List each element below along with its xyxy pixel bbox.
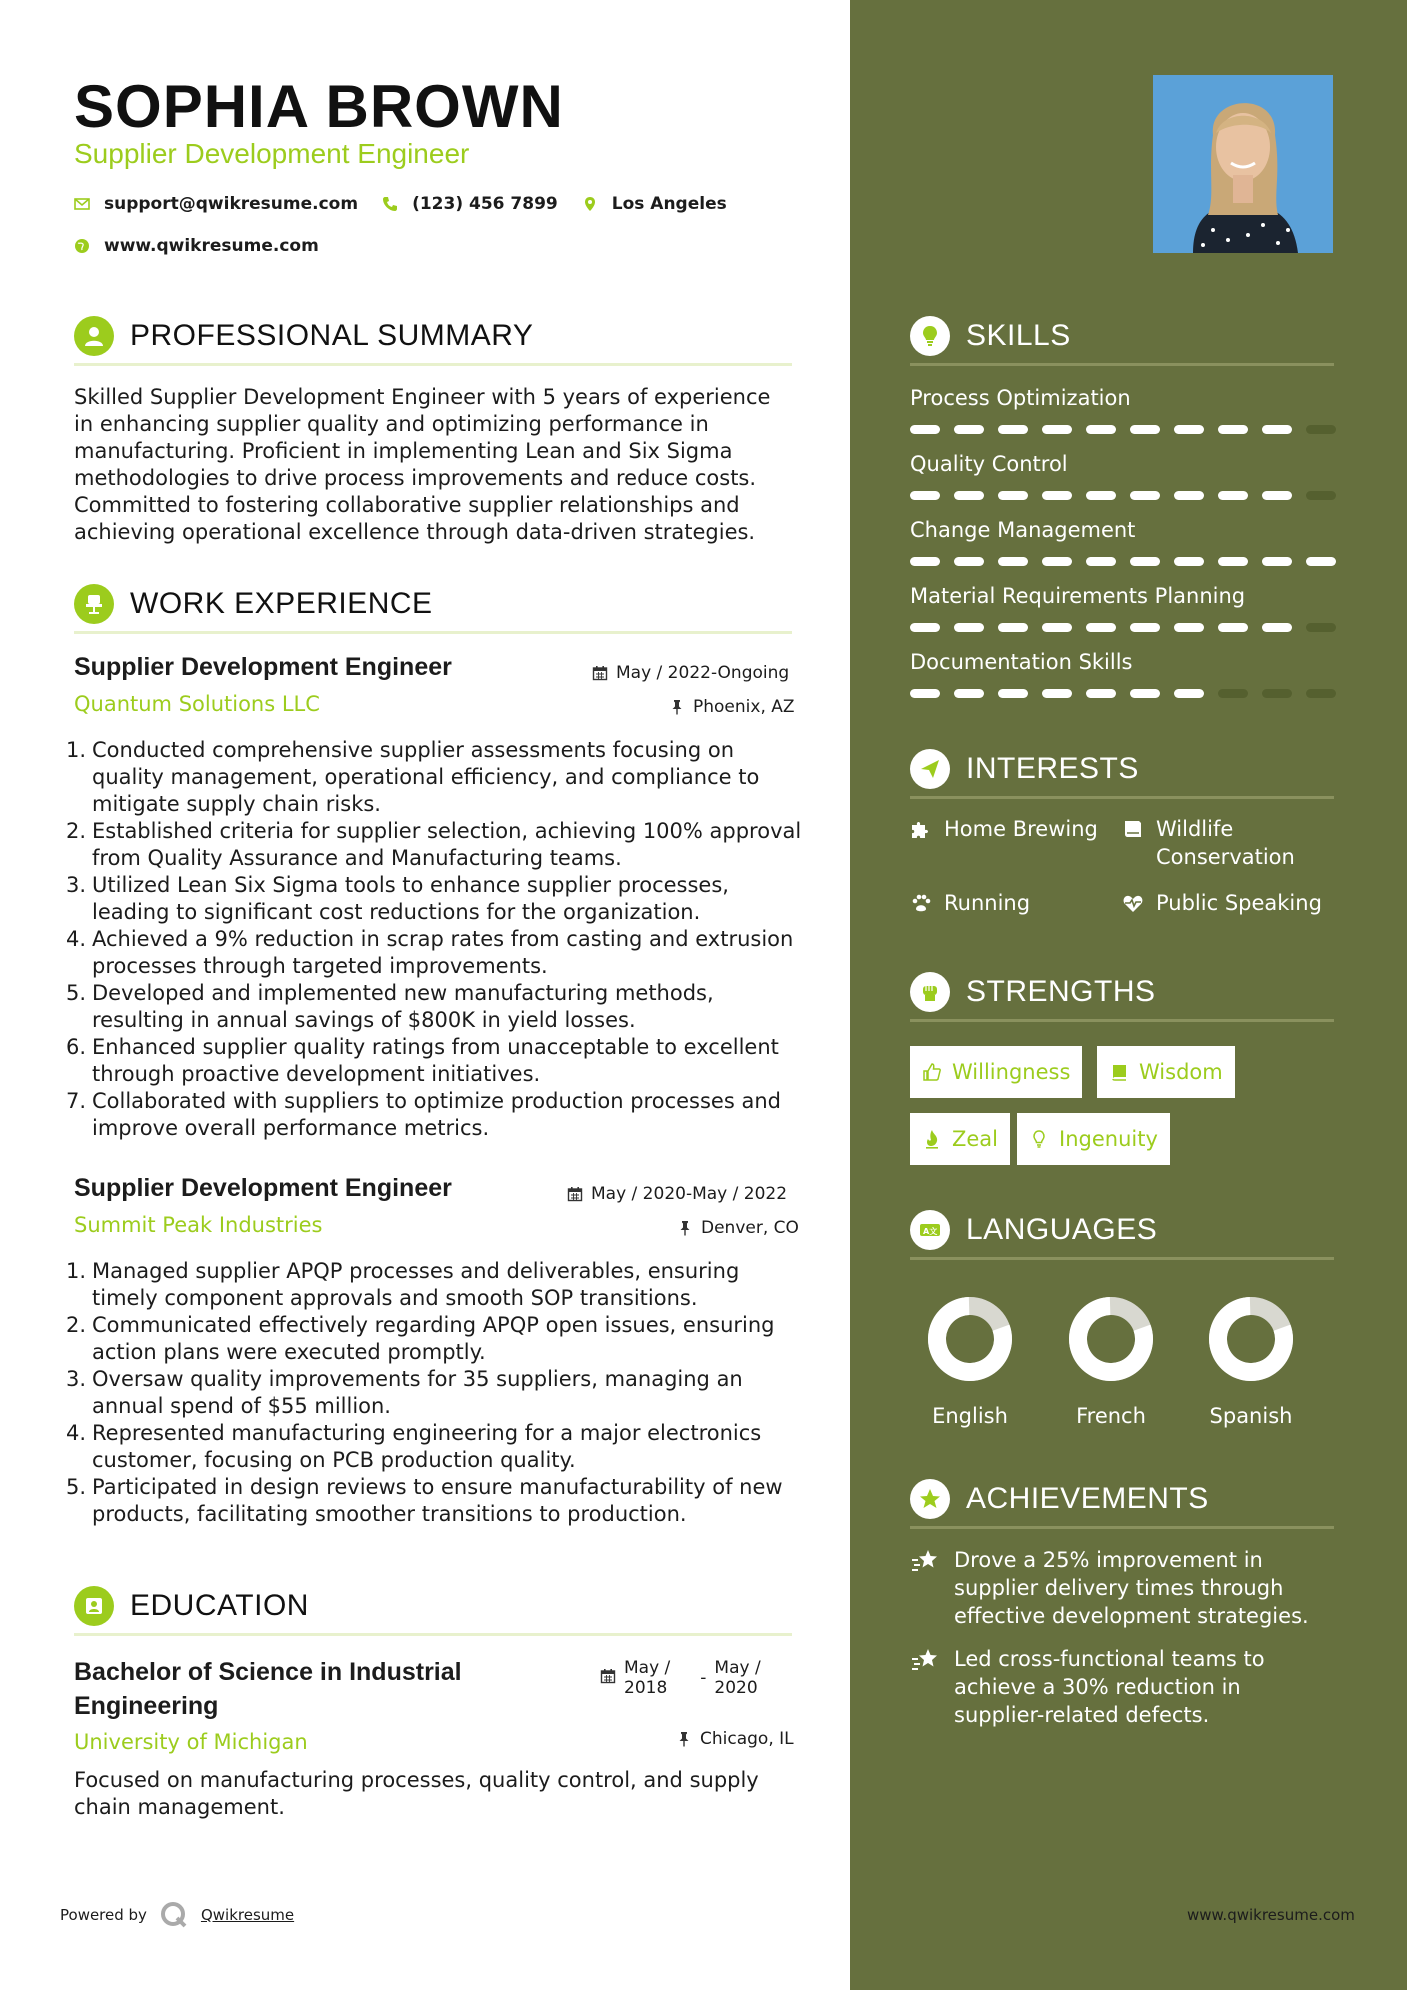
duties-list [66,737,806,1142]
skill-level-segment [1130,425,1160,434]
experience-divider [74,631,792,634]
globe-icon [74,238,90,254]
email-link[interactable]: support@qwikresume.com [104,194,359,214]
achievement-item [910,1645,1330,1729]
website-row [74,236,319,256]
school-name: University of Michigan [74,1730,308,1754]
skill-level-segment [954,491,984,500]
graduation-icon [74,1586,114,1626]
list-item: Collaborated with suppliers to optimize production processes and improve overall performance metrics. [92,1089,781,1140]
skill-level-segment [1262,623,1292,632]
list-item: Developed and implemented new manufacturing methods, resulting in annual savings of $800K in yield losses. [92,981,714,1032]
summary-divider [74,363,792,366]
skill-level-segment [1042,557,1072,566]
language-card-icon [910,1210,950,1250]
summary-title: PROFESSIONAL SUMMARY [130,319,534,352]
shooting-star-icon [910,1645,940,1675]
skill-level-bar [910,491,1336,500]
company-name: Summit Peak Industries [74,1213,323,1237]
interests-divider [910,796,1334,799]
job-date [567,1184,787,1204]
language-label: Spanish [1209,1404,1293,1428]
skill-level-segment [1130,623,1160,632]
skill-level-segment [910,557,940,566]
skill-level-segment [1042,491,1072,500]
interests-title: INTERESTS [966,752,1139,785]
skill-level-segment [1306,623,1336,632]
user-icon [74,316,114,356]
job-location [677,1218,799,1238]
date-line: 2018 [624,1678,668,1698]
achievement-text: Drove a 25% improvement in supplier delivery times through effective development strategies. [954,1548,1309,1628]
skill-level-segment [1262,557,1292,566]
powered-by [60,1900,294,1930]
job-location-text: Denver, CO [701,1218,799,1238]
skill-level-bar [910,425,1336,434]
skill-level-bar [910,557,1336,566]
start-date [624,1658,670,1698]
star-icon [910,1479,950,1519]
summary-heading [74,316,533,356]
language-label: French [1076,1404,1146,1428]
thumbs-up-icon [922,1062,942,1082]
interest-label [1156,815,1295,871]
skill-level-segment [954,557,984,566]
skill-level-segment [1042,425,1072,434]
education-divider [74,1633,792,1636]
degree-title [74,1655,462,1723]
brand-link[interactable]: Qwikresume [200,1906,295,1924]
location-text: Los Angeles [611,194,727,214]
strengths-heading [910,972,1156,1012]
achievements-title: ACHIEVEMENTS [966,1482,1209,1515]
heartbeat-icon [1122,892,1144,914]
skill-name: Process Optimization [910,386,1131,410]
skill-level-segment [1306,491,1336,500]
skill-level-bar [910,623,1336,632]
skill-level-segment [1218,425,1248,434]
interest-label-line: Wildlife [1156,817,1234,841]
skill-level-segment [1086,491,1116,500]
company-name: Quantum Solutions LLC [74,692,320,716]
skill-name: Documentation Skills [910,650,1133,674]
fist-icon [910,972,950,1012]
skill-level-segment [998,491,1028,500]
education-description: Focused on manufacturing processes, quality control, and supply chain management. [74,1768,759,1819]
candidate-role: Supplier Development Engineer [74,138,470,169]
education-heading [74,1586,309,1626]
skill-level-segment [910,623,940,632]
skill-level-segment [1306,689,1336,698]
contact-row [74,194,727,214]
skill-level-segment [1306,557,1336,566]
skills-heading [910,316,1071,356]
list-item: Established criteria for supplier selection, achieving 100% approval from Quality Assurance and Manufacturing teams. [92,819,802,870]
skill-level-segment [910,491,940,500]
calendar-icon [592,665,608,681]
skill-name: Change Management [910,518,1136,542]
skill-level-segment [1262,425,1292,434]
skill-level-segment [998,425,1028,434]
language-item [1181,1294,1321,1428]
interest-label-line: Conservation [1156,845,1295,869]
skill-level-segment [998,557,1028,566]
skill-level-segment [910,689,940,698]
pushpin-icon [669,699,685,715]
job-date-text: May / 2022-Ongoing [616,663,790,683]
calendar-icon [600,1668,616,1684]
date-line: May / [624,1658,671,1678]
interest-label: Home Brewing [944,817,1098,841]
list-item: Oversaw quality improvements for 35 suppliers, managing an annual spend of $55 million. [92,1367,743,1418]
skill-level-segment [1218,557,1248,566]
duties-list [66,1258,806,1528]
education-title: EDUCATION [130,1589,309,1622]
job-location-text: Phoenix, AZ [693,697,795,717]
lightbulb-icon [1029,1129,1049,1149]
languages-heading [910,1210,1157,1250]
list-item: Communicated effectively regarding APQP open issues, ensuring action plans were executed promptly. [92,1313,775,1364]
interest-label: Running [944,891,1031,915]
date-line: 2020 [714,1678,758,1698]
interest-item [910,889,1030,917]
experience-heading [74,584,433,624]
list-item: Represented manufacturing engineering for a major electronics customer, focusing on PCB production quality. [92,1421,762,1472]
language-item [900,1294,1040,1428]
achievements-heading [910,1479,1209,1519]
website-link[interactable]: www.qwikresume.com [104,236,319,256]
language-item [1041,1294,1181,1428]
skill-level-segment [954,623,984,632]
skill-level-segment [1218,689,1248,698]
list-item: Enhanced supplier quality ratings from unacceptable to excellent through proactive development initiatives. [92,1035,779,1086]
job-title: Supplier Development Engineer [74,653,452,681]
job-date-text: May / 2020-May / 2022 [591,1184,788,1204]
skill-level-segment [998,689,1028,698]
degree-line: Engineering [74,1692,219,1720]
powered-by-text: Powered by [60,1906,147,1924]
envelope-icon [74,196,90,212]
skills-divider [910,363,1334,366]
language-label: English [932,1404,1008,1428]
skill-level-segment [1174,491,1204,500]
book-icon [1109,1062,1129,1082]
pushpin-icon [676,1731,692,1747]
interests-heading [910,749,1139,789]
skill-level-segment [954,425,984,434]
skill-level-segment [1086,557,1116,566]
strengths-title: STRENGTHS [966,975,1156,1008]
skill-level-segment [1262,689,1292,698]
phone-text: (123) 456 7899 [412,194,558,214]
summary-text: Skilled Supplier Development Engineer with 5 years of experience in enhancing supplier quality and optimizing performance in manufacturing. Proficient in implementing Lean and Six Sigma methodologies to drive process improvements and reduce costs. Committed to fostering collaborative supplier relationships and achieving operational excellence through data-driven strategies. [74,385,771,544]
job-title: Supplier Development Engineer [74,1174,452,1202]
skill-level-bar [910,689,1336,698]
achievement-text: Led cross-functional teams to achieve a 30% reduction in supplier-related defects. [954,1647,1265,1727]
skill-name: Quality Control [910,452,1068,476]
date-line: May / [714,1658,761,1678]
end-date [714,1658,760,1698]
paw-icon [910,892,932,914]
skill-level-segment [1130,557,1160,566]
skill-level-segment [1174,689,1204,698]
skill-level-segment [1262,491,1292,500]
profile-photo [1153,75,1333,253]
skill-level-segment [1042,623,1072,632]
job-date [592,663,789,683]
calendar-icon [567,1186,583,1202]
strength-label: Zeal [952,1127,999,1151]
svg-text:A文: A文 [923,1227,938,1236]
strength-chip [1017,1113,1170,1165]
list-item: Utilized Lean Six Sigma tools to enhance supplier processes, leading to significant cost reductions for the organization. [92,873,729,924]
candidate-name: SOPHIA BROWN [74,73,564,140]
skill-level-segment [1086,623,1116,632]
pushpin-icon [677,1220,693,1236]
qwikresume-logo-icon [159,1900,189,1930]
skill-level-segment [1086,689,1116,698]
fire-icon [922,1129,942,1149]
lightbulb-icon [910,316,950,356]
skill-level-segment [1174,425,1204,434]
map-pin-icon [582,196,598,212]
paper-plane-icon [910,749,950,789]
skill-level-segment [1306,425,1336,434]
skill-level-segment [1174,623,1204,632]
skill-level-segment [1174,557,1204,566]
phone-icon [382,196,398,212]
book-icon [1122,818,1144,840]
list-item: Conducted comprehensive supplier assessments focusing on quality management, operational efficiency, and compliance to mitigate supply chain risks. [92,738,760,816]
languages-title: LANGUAGES [966,1213,1158,1246]
footer-website: www.qwikresume.com [1187,1906,1355,1924]
language-donut [1066,1294,1156,1384]
list-item: Participated in design reviews to ensure manufacturability of new products, facilitating smoother transitions to production. [92,1475,783,1526]
list-item: Managed supplier APQP processes and deliverables, ensuring timely component approvals and smooth SOP transitions. [92,1259,740,1310]
language-donut [1206,1294,1296,1384]
skill-level-segment [910,425,940,434]
strength-chip [910,1046,1082,1098]
skill-level-segment [1130,491,1160,500]
skill-level-segment [1218,623,1248,632]
puzzle-icon [910,818,932,840]
skills-title: SKILLS [966,319,1071,352]
skill-name: Material Requirements Planning [910,584,1246,608]
strengths-divider [910,1019,1334,1022]
education-location-text: Chicago, IL [700,1729,794,1749]
date-separator: - [700,1668,707,1688]
achievements-divider [910,1526,1334,1529]
education-date [600,1658,761,1698]
list-item: Achieved a 9% reduction in scrap rates from casting and extrusion processes through targeted improvements. [92,927,794,978]
interest-item [1122,889,1322,917]
education-location [676,1729,794,1749]
interest-item [1122,815,1295,871]
strength-label: Wisdom [1139,1060,1223,1084]
office-chair-icon [74,584,114,624]
experience-title: WORK EXPERIENCE [130,587,433,620]
skill-level-segment [1218,491,1248,500]
job-location [669,697,795,717]
achievement-item [910,1546,1330,1630]
shooting-star-icon [910,1546,940,1576]
strength-chip [910,1113,1010,1165]
interest-label: Public Speaking [1156,891,1322,915]
languages-divider [910,1257,1334,1260]
strength-label: Ingenuity [1059,1127,1158,1151]
skill-level-segment [1086,425,1116,434]
skill-level-segment [954,689,984,698]
language-donut [925,1294,1015,1384]
interest-item [910,815,1098,843]
skill-level-segment [998,623,1028,632]
skill-level-segment [1042,689,1072,698]
degree-line: Bachelor of Science in Industrial [74,1658,462,1686]
skill-level-segment [1130,689,1160,698]
strength-chip [1097,1046,1235,1098]
strength-label: Willingness [952,1060,1071,1084]
